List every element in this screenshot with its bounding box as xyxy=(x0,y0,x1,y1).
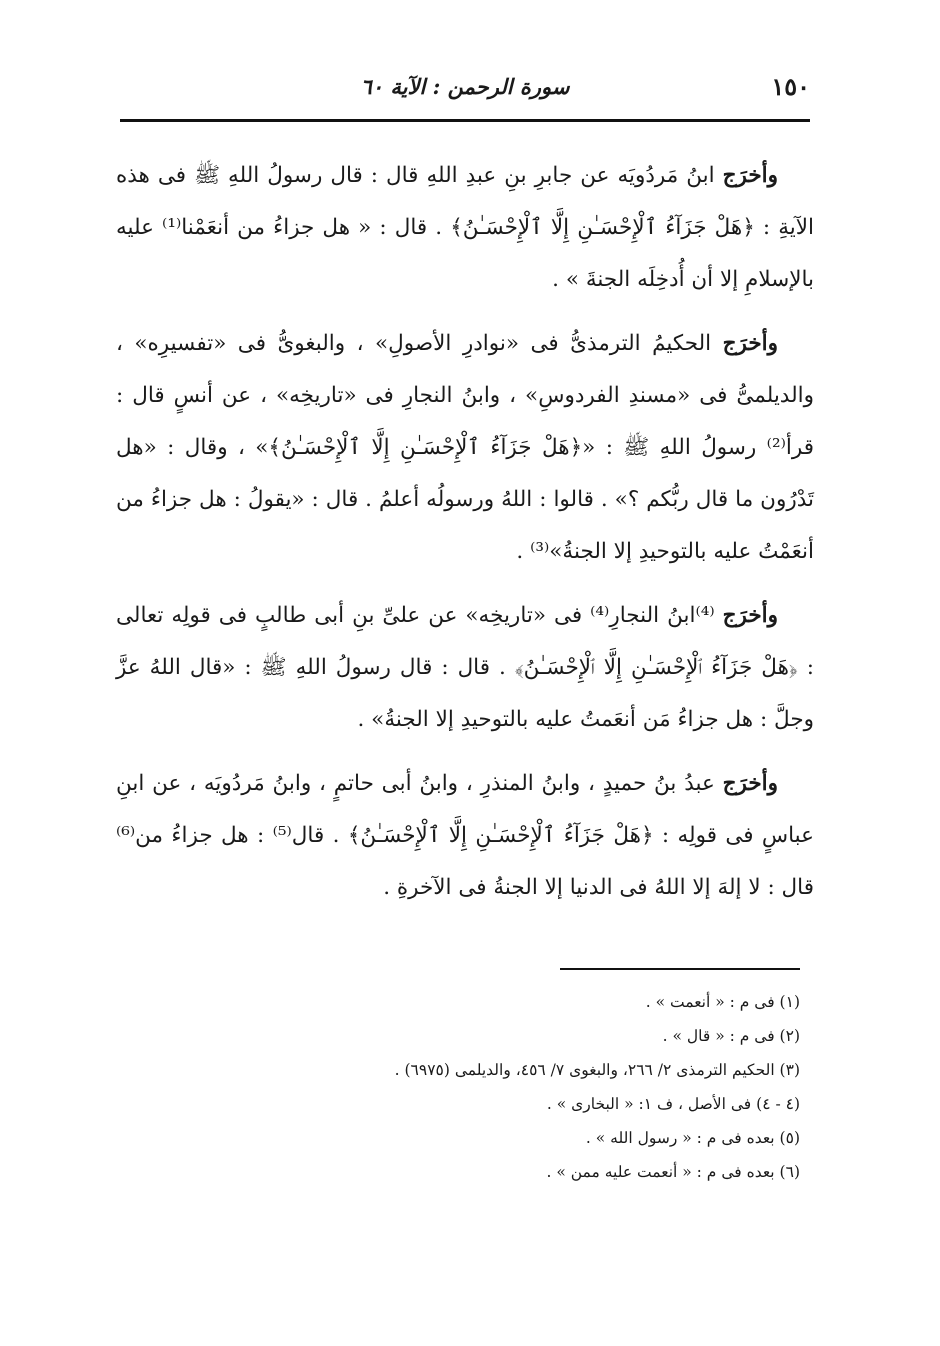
paragraph-text: عبدُ بنُ حميدٍ ، وابنُ المنذرِ ، وابنُ أبى حاتمٍ ، وابنُ مَردُويَه ، عن ابنِ عباسٍ فى قولِه : ﴿هَلْ جَزَآءُ ٱلْإِحْسَـٰنِ إِلَّا ٱلْإِحْسَـٰنُ﴾ . قال⁽⁵⁾ : هل جزاءُ من⁽⁶⁾ قال : لا إلهَ إلا اللهُ فى الدنيا إلا الجنةُ فى الآخرةِ . xyxy=(116,771,814,900)
page-number: ١٥٠ xyxy=(771,72,810,101)
paragraph-text: الحكيمُ الترمذىُّ فى «نوادرِ الأصولِ» ، والبغوىُّ فى «تفسيرِه» ، والديلمىُّ فى «مسندِ الفردوسِ» ، وابنُ النجارِ فى «تاريخِه» ، عن أنسٍ قال : قرأ⁽²⁾ رسولُ اللهِ ﷺ : «﴿هَلْ جَزَآءُ ٱلْإِحْسَـٰنِ إِلَّا ٱلْإِحْسَـٰنُ﴾» ، وقال : «هل تَدْرُون ما قال ربُّكم ؟» . قالوا : اللهُ ورسولُه أعلمُ . قال : «يقولُ : هل جزاءُ من أنعَمْتُ عليه بالتوحيدِ إلا الجنةُ»⁽³⁾ . xyxy=(116,331,814,564)
paragraph-text: ابنُ مَردُويَه عن جابرِ بنِ عبدِ اللهِ قال : قال رسولُ اللهِ ﷺ فى هذه الآيةِ : ﴿هَلْ جَزَآءُ ٱلْإِحْسَـٰنِ إِلَّا ٱلْإِحْسَـٰنُ﴾ . قال : « هل جزاءُ من أنعَمْنا⁽¹⁾ عليه بالإسلامِ إلا أن أُدخِلَه الجنةَ » . xyxy=(116,163,815,292)
running-header xyxy=(120,68,810,108)
paragraph-lead: وأخرَج xyxy=(722,163,778,188)
main-text xyxy=(116,150,814,926)
paragraph-lead: وأخرَج xyxy=(722,331,778,356)
paragraph-lead: وأخرَج xyxy=(722,603,778,628)
footnote-rule xyxy=(560,968,800,970)
paragraph-4 xyxy=(116,758,814,914)
footnotes xyxy=(250,985,800,1189)
paragraph-text: ⁽⁴⁾ابنُ النجارِ⁽⁴⁾ فى «تاريخِه» عن علىِّ بنِ أبى طالبٍ فى قولِه تعالى : ﴿هَلْ جَزَآءُ ٱلْإِحْسَـٰنِ إِلَّا ٱلْإِحْسَـٰنُ﴾ . قال : قال رسولُ اللهِ ﷺ : «قال اللهُ عزَّ وجلَّ : هل جزاءُ مَن أنعَمتُ عليه بالتوحيدِ إلا الجنةُ» . xyxy=(116,603,814,732)
footnote-6: (٦) بعده فى م : « أنعمت عليه ممن » . xyxy=(546,1163,800,1181)
footnote-4: (٤ - ٤) فى الأصل ، ف ١: « البخارى » . xyxy=(546,1095,800,1113)
header-rule xyxy=(120,119,810,122)
footnote-5: (٥) بعده فى م : « رسول الله » . xyxy=(585,1129,800,1147)
paragraph-2 xyxy=(116,318,814,578)
footnote-2: (٢) فى م : « قال » . xyxy=(662,1027,800,1045)
footnote-3: (٣) الحكيم الترمذى ٢/ ٢٦٦، والبغوى ٧/ ٤٥٦، والديلمى (٦٩٧٥) . xyxy=(394,1061,800,1079)
footnote-1: (١) فى م : « أنعمت » . xyxy=(645,993,800,1011)
paragraph-lead: وأخرَج xyxy=(722,771,778,796)
paragraph-3 xyxy=(116,590,814,746)
running-title: سورة الرحمن : الآية ٦٠ xyxy=(360,74,570,99)
paragraph-1 xyxy=(116,150,814,306)
